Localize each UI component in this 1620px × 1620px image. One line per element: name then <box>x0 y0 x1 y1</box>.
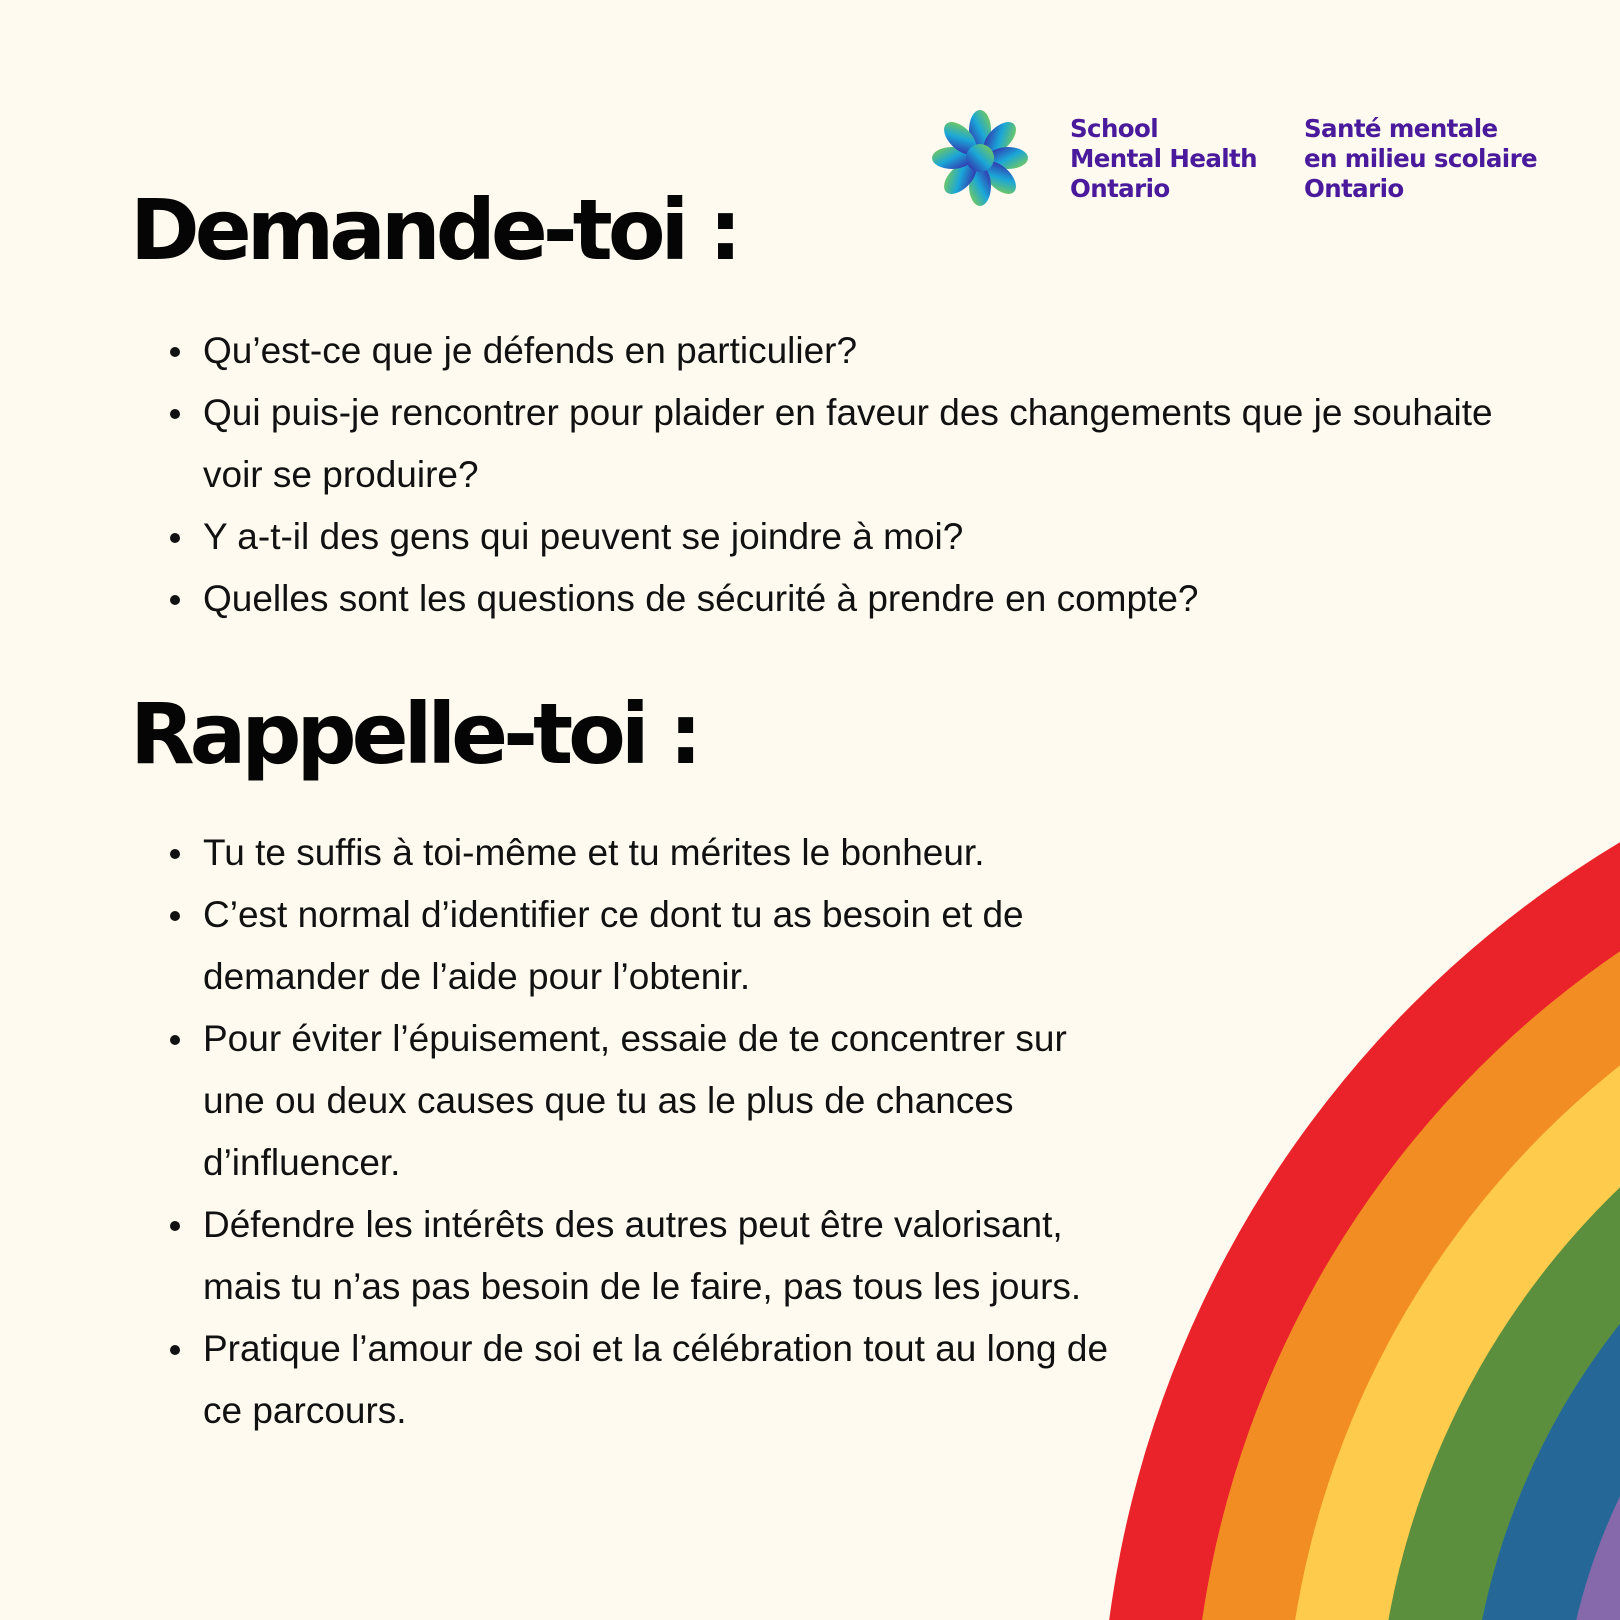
list-item: Défendre les intérêts des autres peut être valorisant, mais tu n’as pas besoin de le faire, pas tous les jours. <box>148 1194 1128 1318</box>
list-item: Pour éviter l’épuisement, essaie de te concentrer sur une ou deux causes que tu as le plus de chances d’influencer. <box>148 1008 1128 1194</box>
list-item: C’est normal d’identifier ce dont tu as besoin et de demander de l’aide pour l’obtenir. <box>148 884 1128 1008</box>
remember-section-title: Rappelle-toi : <box>130 685 698 783</box>
org-name-french-line: Ontario <box>1304 174 1404 203</box>
org-name-french-line: Santé mentale <box>1304 114 1498 143</box>
logo-center <box>966 144 994 172</box>
list-item: Y a-t-il des gens qui peuvent se joindre à moi? <box>148 506 1548 568</box>
ask-section-title: Demande-toi : <box>130 181 738 279</box>
list-item: Tu te suffis à toi-même et tu mérites le bonheur. <box>148 822 1128 884</box>
org-name-english-line: Mental Health <box>1070 144 1258 173</box>
org-name-french-line: en milieu scolaire <box>1304 144 1538 173</box>
list-item: Qui puis-je rencontrer pour plaider en faveur des changements que je souhaite voir se produire? <box>148 382 1548 506</box>
org-name-english-line: Ontario <box>1070 174 1170 203</box>
org-name-english <box>1070 114 1257 204</box>
list-item: Quelles sont les questions de sécurité à prendre en compte? <box>148 568 1548 630</box>
ask-question-list <box>148 320 1548 630</box>
org-name-english-line: School <box>1070 114 1159 143</box>
remember-list <box>148 822 1128 1442</box>
list-item: Qu’est-ce que je défends en particulier? <box>148 320 1548 382</box>
flower-logo-icon <box>930 108 1030 208</box>
list-item: Pratique l’amour de soi et la célébration tout au long de ce parcours. <box>148 1318 1128 1442</box>
org-name-french <box>1304 114 1537 204</box>
